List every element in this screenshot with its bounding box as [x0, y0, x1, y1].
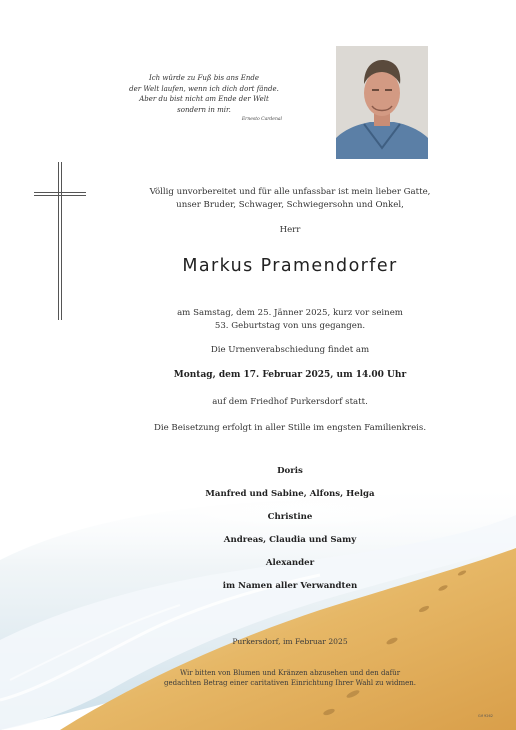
ceremony-location: auf dem Friedhof Purkersdorf statt. — [212, 397, 368, 407]
template-code: Gif 9262 — [478, 714, 493, 718]
donation-request — [100, 668, 480, 688]
quote-author: Ernesto Cardenal — [241, 117, 282, 122]
request-line: Wir bitten von Blumen und Kränzen abzusehen und den dafür — [179, 669, 401, 677]
mourner-entry: Andreas, Claudia und Samy — [223, 535, 357, 545]
mourners-list — [100, 466, 480, 604]
portrait-photo — [336, 46, 428, 159]
salutation: Herr — [279, 225, 301, 235]
quote-block — [118, 73, 290, 115]
mourner-entry: Christine — [267, 512, 313, 522]
deceased-name: Markus Pramendorfer — [182, 256, 398, 276]
death-line: 53. Geburtstag von uns gegangen. — [214, 321, 366, 331]
intro-line: Völlig unvorbereitet und für alle unfassbar ist mein lieber Gatte, — [149, 187, 431, 197]
quote-line: der Welt laufen, wenn ich dich dort fände. — [129, 84, 279, 93]
mourner-entry: Doris — [277, 466, 303, 476]
burial-note: Die Beisetzung erfolgt in aller Stille im engsten Familienkreis. — [153, 423, 427, 433]
quote-line: sondern in mir. — [177, 105, 231, 114]
death-notice — [100, 307, 480, 333]
mourner-entry: im Namen aller Verwandten — [222, 581, 358, 591]
death-line: am Samstag, dem 25. Jänner 2025, kurz vor seinem — [177, 308, 403, 318]
ceremony-intro: Die Urnenverabschiedung findet am — [210, 345, 370, 355]
place-date: Purkersdorf, im Februar 2025 — [232, 637, 348, 646]
cross-icon — [34, 162, 86, 320]
ceremony-date: Montag, dem 17. Februar 2025, um 14.00 Uhr — [173, 370, 407, 380]
request-line: gedachten Betrag einer caritativen Einrichtung Ihrer Wahl zu widmen. — [164, 679, 416, 687]
quote-line: Aber du bist nicht am Ende der Welt — [139, 95, 269, 104]
mourner-entry: Manfred und Sabine, Alfons, Helga — [205, 489, 375, 499]
intro-text — [100, 186, 480, 212]
intro-line: unser Bruder, Schwager, Schwiegersohn und Onkel, — [176, 200, 404, 210]
quote-line: Ich würde zu Fuß bis ans Ende — [148, 74, 260, 82]
mourner-entry: Alexander — [265, 558, 315, 568]
